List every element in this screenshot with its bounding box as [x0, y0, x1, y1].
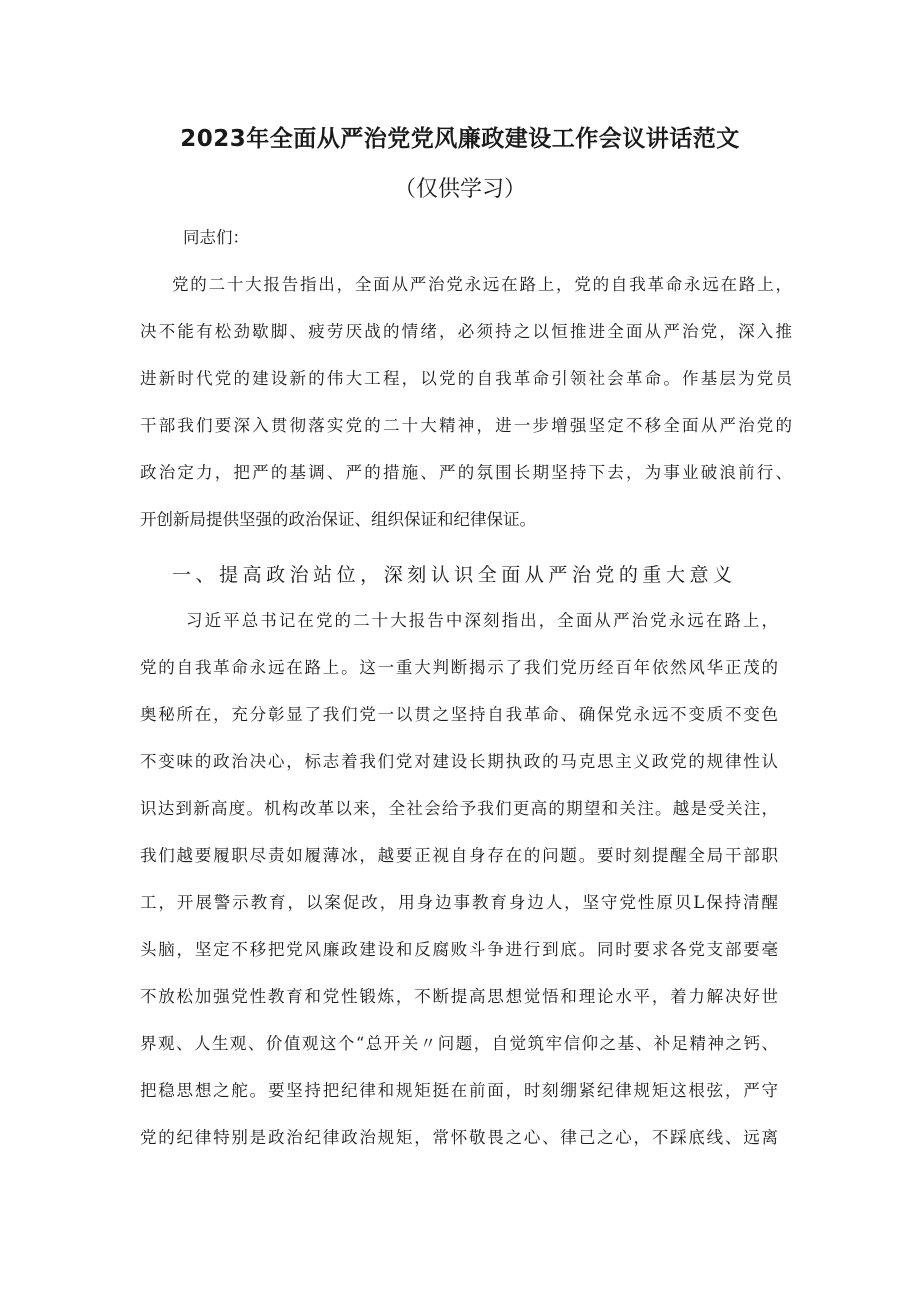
paragraph2-line: 奥秘所在，充分彰显了我们党一以贯之坚持自我革命、确保党永远不变质不变色	[140, 705, 778, 724]
document-subtitle: （仅供学习）	[393, 177, 526, 202]
paragraph2-line: 头脑，坚定不移把党风廉政建设和反腐败斗争进行到底。同时要求各党支部要毫	[140, 940, 778, 959]
paragraph2-line: 习近平总书记在党的二十大报告中深刻指出，全面从严治党永远在路上，	[186, 611, 778, 630]
paragraph2-line: 识达到新高度。机构改革以来，全社会给予我们更高的期望和关注。越是受关注，	[140, 799, 778, 818]
greeting: 同志们：	[183, 228, 249, 247]
paragraph2-line: 党的纪律特别是政治纪律政治规矩，常怀敬畏之心、律己之心，不踩底线、远离	[140, 1128, 778, 1147]
paragraph2-line: 把稳思想之舵。要坚持把纪律和规矩挺在前面，时刻绷紧纪律规矩这根弦，严守	[140, 1081, 778, 1100]
section-heading: 一、提高政治站位，深刻认识全面从严治党的重大意义	[172, 564, 732, 586]
paragraph1-line: 干部我们要深入贯彻落实党的二十大精神，进一步增强坚定不移全面从严治党的	[140, 416, 792, 435]
paragraph1-line: 开创新局提供坚强的政治保证、组织保证和纪律保证。	[140, 510, 536, 529]
paragraph1-line: 政治定力，把严的基调、严的措施、严的氛围长期坚持下去，为事业破浪前行、	[140, 463, 792, 482]
paragraph2-line: 不变味的政治决心，标志着我们党对建设长期执政的马克思主义政党的规律性认	[140, 752, 778, 771]
document-title: 2023年全面从严治党党风廉政建设工作会议讲话范文	[180, 126, 740, 152]
paragraph1-line: 党的二十大报告指出，全面从严治党永远在路上，党的自我革命永远在路上，	[172, 275, 792, 294]
paragraph1-line: 决不能有松劲歇脚、疲劳厌战的情绪，必须持之以恒推进全面从严治党，深入推	[140, 322, 792, 341]
paragraph2-line: 工，开展警示教育，以案促改，用身边事教育身边人，坚守党性原贝L保持清醒	[140, 893, 778, 912]
paragraph1-line: 进新时代党的建设新的伟大工程，以党的自我革命引领社会革命。作基层为党员	[140, 369, 792, 388]
paragraph2-line: 我们越要履职尽责如履薄冰，越要正视自身存在的问题。要时刻提醒全局干部职	[140, 846, 778, 865]
paragraph2-line: 界观、人生观、价值观这个“总开关〃问题，自觉筑牢信仰之基、补足精神之钙、	[140, 1034, 778, 1053]
paragraph2-line: 不放松加强党性教育和党性锻炼，不断提高思想觉悟和理论水平，着力解决好世	[140, 987, 778, 1006]
paragraph2-line: 党的自我革命永远在路上。这一重大判断揭示了我们党历经百年依然风华正茂的	[140, 658, 778, 677]
